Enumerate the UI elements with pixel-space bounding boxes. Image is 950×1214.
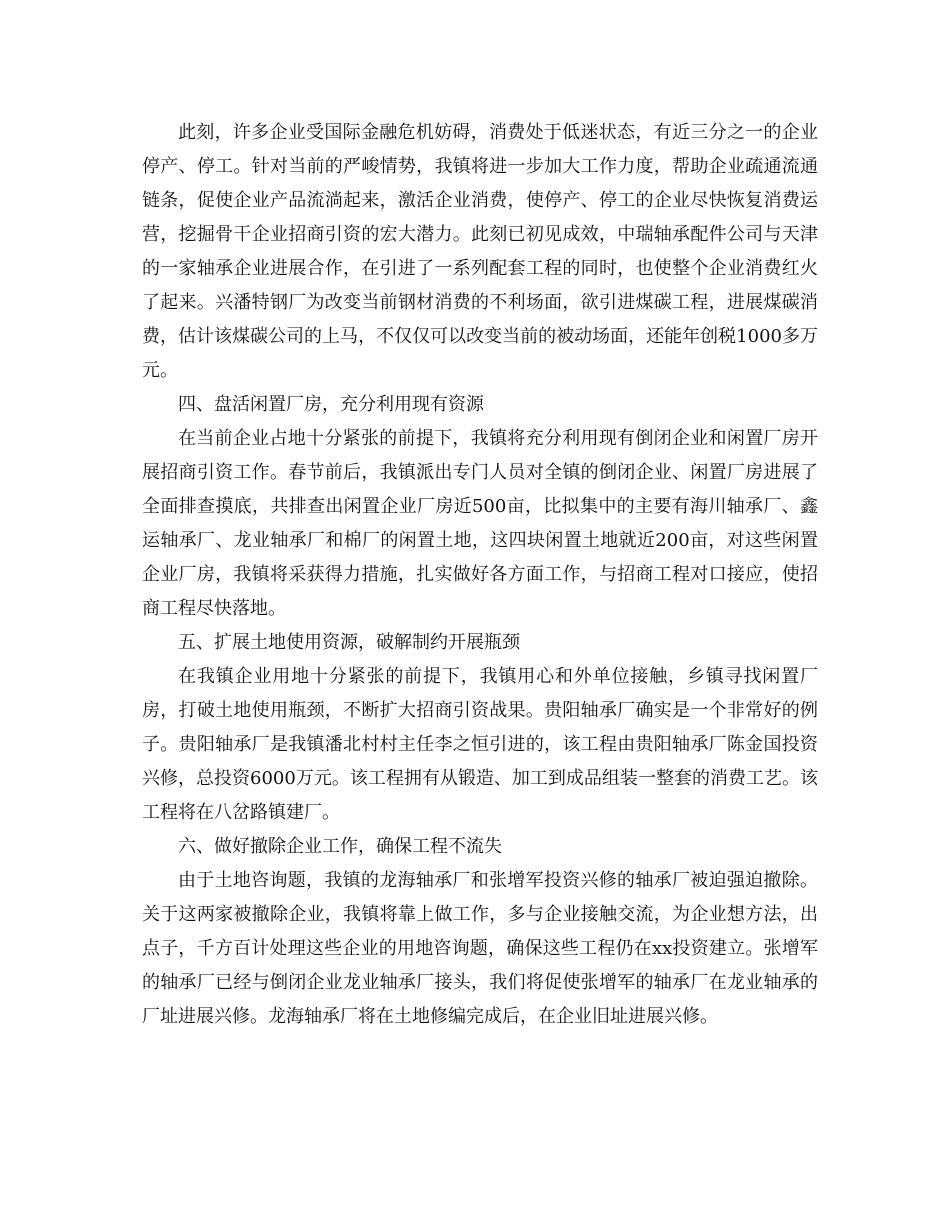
paragraph-land-resources: 在我镇企业用地十分紧张的前提下，我镇用心和外单位接触，乡镇寻找闲置厂房，打破土地使用瓶颈，不断扩大招商引资战果。贵阳轴承厂确实是一个非常好的例子。贵阳轴承厂是我镇潘北村村主任李之恒引进的，该工程由贵阳轴承厂陈金国投资兴修，总投资6000万元。该工程拥有从锻造、加工到成品组装一整套的消费工艺。该工程将在八岔路镇建厂。 [142, 666, 818, 823]
section-heading-6: 六、做好撤除企业工作，确保工程不流失 [178, 836, 502, 857]
section-heading-5: 五、扩展土地使用资源，破解制约开展瓶颈 [178, 632, 520, 653]
paragraph-enterprise-revival: 此刻，许多企业受国际金融危机妨碍，消费处于低迷状态，有近三分之一的企业停产、停工。针对当前的严峻情势，我镇将进一步加大工作力度，帮助企业疏通流通链条，促使企业产品流淌起来，激活企业消费，使停产、停工的企业尽快恢复消费运营，挖掘骨干企业招商引资的宏大潜力。此刻已初见成效，中瑞轴承配件公司与天津的一家轴承企业进展合作，在引进了一系列配套工程的同时，也使整个企业消费红火了起来。兴潘特钢厂为改变当前钢材消费的不利场面，欲引进煤碳工程，进展煤碳消费，估计该煤碳公司的上马，不仅仅可以改变当前的被动场面，还能年创税1000多万元。 [142, 122, 818, 381]
document-body [142, 116, 818, 1034]
paragraph-idle-factories: 在当前企业占地十分紧张的前提下，我镇将充分利用现有倒闭企业和闲置厂房开展招商引资工作。春节前后，我镇派出专门人员对全镇的倒闭企业、闲置厂房进展了全面排查摸底，共排查出闲置企业厂房近500亩，比拟集中的主要有海川轴承厂、鑫运轴承厂、龙业轴承厂和棉厂的闲置土地，这四块闲置土地就近200亩，对这些闲置企业厂房，我镇将采获得力措施，扎实做好各方面工作，与招商工程对口接应，使招商工程尽快落地。 [142, 428, 818, 619]
paragraph-demolished-enterprises: 由于土地咨询题，我镇的龙海轴承厂和张增军投资兴修的轴承厂被迫强迫撤除。关于这两家被撤除企业，我镇将靠上做工作，多与企业接触交流，为企业想方法，出点子，千方百计处理这些企业的用地咨询题，确保这些工程仍在xx投资建立。张增军的轴承厂已经与倒闭企业龙业轴承厂接头，我们将促使张增军的轴承厂在龙业轴承的厂址进展兴修。龙海轴承厂将在土地修编完成后，在企业旧址进展兴修。 [142, 870, 818, 1027]
section-heading-4: 四、盘活闲置厂房，充分利用现有资源 [178, 394, 484, 415]
